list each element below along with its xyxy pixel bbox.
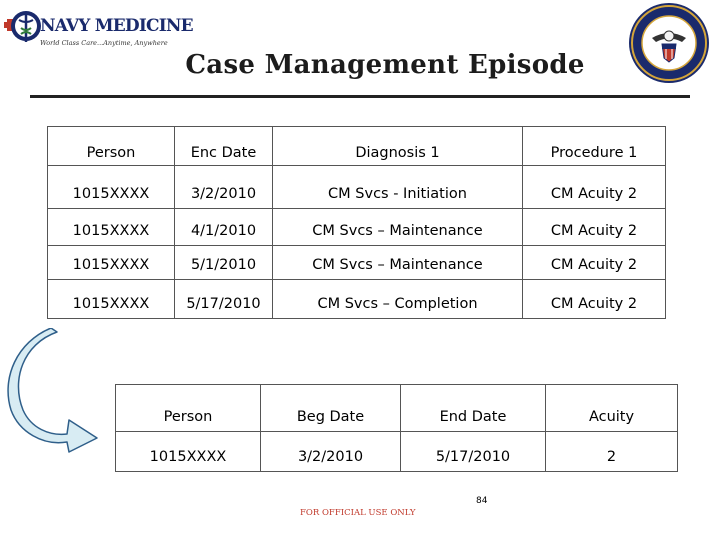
table-cell: CM Acuity 2 — [523, 209, 666, 246]
header-cell: Beg Date — [261, 385, 401, 432]
classification-label: FOR OFFICIAL USE ONLY — [300, 508, 416, 518]
header-cell: Enc Date — [175, 127, 273, 166]
header-cell: Person — [116, 385, 261, 432]
table-cell: CM Svcs - Initiation — [273, 166, 523, 209]
episode-table — [115, 384, 678, 472]
table-cell: CM Svcs – Completion — [273, 280, 523, 319]
table-cell: CM Acuity 2 — [523, 166, 666, 209]
logo-title: NAVY MEDICINE — [40, 16, 193, 36]
table-cell: 5/1/2010 — [175, 246, 273, 280]
table-row — [48, 166, 666, 209]
table-cell: 5/17/2010 — [175, 280, 273, 319]
table-row — [116, 432, 678, 472]
table-cell: 4/1/2010 — [175, 209, 273, 246]
encounter-table — [47, 126, 666, 319]
table-cell: 1015XXXX — [48, 209, 175, 246]
table-cell: CM Acuity 2 — [523, 280, 666, 319]
table-cell: 1015XXXX — [48, 280, 175, 319]
table-cell: 3/2/2010 — [175, 166, 273, 209]
table-header-row — [48, 127, 666, 166]
table-cell: 5/17/2010 — [401, 432, 546, 472]
table-row — [48, 280, 666, 319]
table-row — [48, 209, 666, 246]
caduceus-icon — [2, 4, 42, 52]
table-cell: 1015XXXX — [48, 166, 175, 209]
table-cell: 2 — [546, 432, 678, 472]
page-number: 84 — [476, 496, 488, 506]
logo-tagline: World Class Care...Anytime, Anywhere — [40, 39, 168, 47]
page-title: Case Management Episode — [185, 50, 585, 80]
table-cell: CM Svcs – Maintenance — [273, 209, 523, 246]
table-cell: 3/2/2010 — [261, 432, 401, 472]
table-cell: 1015XXXX — [48, 246, 175, 280]
header-cell: Diagnosis 1 — [273, 127, 523, 166]
table-cell: CM Svcs – Maintenance — [273, 246, 523, 280]
title-divider — [30, 95, 690, 98]
table-cell: CM Acuity 2 — [523, 246, 666, 280]
header-cell: Procedure 1 — [523, 127, 666, 166]
header-cell: End Date — [401, 385, 546, 432]
table-row — [48, 246, 666, 280]
header-cell: Person — [48, 127, 175, 166]
header-cell: Acuity — [546, 385, 678, 432]
table-cell: 1015XXXX — [116, 432, 261, 472]
curved-arrow-icon — [5, 328, 115, 453]
navy-medicine-logo — [2, 4, 193, 54]
table-header-row — [116, 385, 678, 432]
